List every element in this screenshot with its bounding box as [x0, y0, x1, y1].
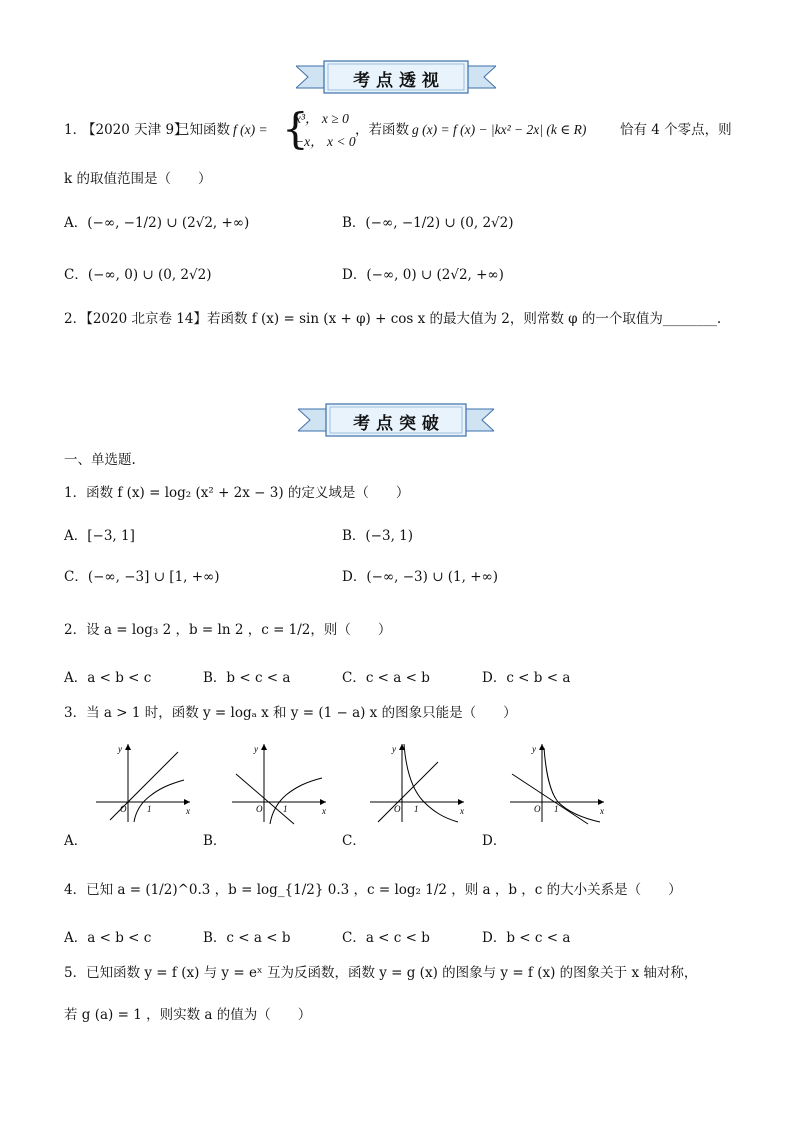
- piecewise-brace-icon: {: [282, 104, 309, 153]
- q1-option-d: D．(−∞, −3) ∪ (1, +∞): [342, 569, 499, 585]
- axis-x-label: x: [322, 806, 326, 816]
- q2-option-b: B．b < c < a: [203, 670, 291, 686]
- q2-option-c: C．c < a < b: [342, 670, 430, 686]
- option-c: C．(−∞, 0) ∪ (0, 2√2): [64, 267, 212, 283]
- question-5-line1: 5．已知函数 y = f (x) 与 y = eˣ 互为反函数，函数 y = g (x) 的图象与 y = f (x) 的图象关于 x 轴对称，: [64, 965, 698, 981]
- q4-option-b: B．c < a < b: [203, 930, 291, 946]
- banner-title: 考 点 透 视: [353, 71, 439, 91]
- question-top-1-text-c: 恰有 4 个零点，则: [620, 122, 732, 138]
- axis-y-label: y: [532, 744, 536, 754]
- question-top-1-line2: k 的取值范围是（ ）: [64, 171, 212, 187]
- q1-option-a: A．[−3, 1]: [64, 528, 135, 544]
- graph-d: [508, 740, 608, 825]
- question-5-line2: 若 g (a) = 1 ，则实数 a 的值为（ ）: [64, 1007, 312, 1023]
- question-4: 4．已知 a = (1/2)^0.3 ，b = log_{1/2} 0.3 ，c = log₂ 1/2 ，则 a ，b ，c 的大小关系是（ ）: [64, 882, 682, 898]
- graph-a: [94, 740, 194, 825]
- piecewise-case-2: −x， x < 0: [295, 134, 356, 149]
- option-d: D．(−∞, 0) ∪ (2√2, +∞): [342, 267, 504, 283]
- question-top-1-g: g (x) = f (x) − |kx² − 2x| (k ∈ R): [412, 122, 587, 137]
- one-label: 1: [414, 804, 419, 814]
- graph-b-label: B．: [203, 833, 227, 849]
- axis-x-label: x: [460, 806, 464, 816]
- origin-label: O: [256, 804, 263, 814]
- option-b: B．(−∞, −1/2) ∪ (0, 2√2): [342, 215, 514, 231]
- one-label: 1: [147, 804, 152, 814]
- axis-x-label: x: [600, 806, 604, 816]
- graph-d-label: D．: [482, 833, 507, 849]
- graph-b: [230, 740, 330, 825]
- q1-option-b: B．(−3, 1): [342, 528, 414, 544]
- banner-title: 考 点 突 破: [353, 414, 439, 434]
- q1-option-c: C．(−∞, −3] ∪ [1, +∞): [64, 569, 220, 585]
- axis-y-label: y: [118, 744, 122, 754]
- section-banner-top: [296, 58, 496, 96]
- question-top-1-f: f (x) =: [233, 122, 268, 137]
- one-label: 1: [283, 804, 288, 814]
- q4-option-a: A．a < b < c: [64, 930, 152, 946]
- section-heading: 一、单选题.: [64, 452, 136, 468]
- question-3: 3．当 a > 1 时，函数 y = logₐ x 和 y = (1 − a) x 的图象只能是（ ）: [64, 705, 517, 721]
- axis-x-label: x: [186, 806, 190, 816]
- q4-option-c: C．a < c < b: [342, 930, 430, 946]
- question-top-1-source: 【2020 天津 9】: [82, 122, 188, 138]
- q2-option-d: D．c < b < a: [482, 670, 571, 686]
- q4-option-d: D．b < c < a: [482, 930, 571, 946]
- piecewise-case-1: x³， x ≥ 0: [295, 111, 349, 126]
- question-top-2: 2．【2020 北京卷 14】若函数 f (x) = sin (x + φ) + cos x 的最大值为 2，则常数 φ 的一个取值为________.: [64, 311, 722, 327]
- q2-option-a: A．a < b < c: [64, 670, 152, 686]
- axis-y-label: y: [392, 744, 396, 754]
- question-top-1-num: 1．: [64, 122, 87, 138]
- question-top-1-text-a: 已知函数: [176, 122, 230, 138]
- origin-label: O: [394, 804, 401, 814]
- graph-c-label: C．: [342, 833, 366, 849]
- question-2: 2．设 a = log₃ 2 ，b = ln 2 ，c = 1/2，则（ ）: [64, 622, 392, 638]
- graph-a-label: A．: [64, 833, 88, 849]
- question-1: 1．函数 f (x) = log₂ (x² + 2x − 3) 的定义域是（ ）: [64, 485, 410, 501]
- graph-c: [368, 740, 468, 825]
- question-top-1-text-b: ，若函数: [355, 122, 409, 138]
- one-label: 1: [554, 804, 559, 814]
- section-banner-second: [298, 402, 494, 438]
- origin-label: O: [120, 804, 127, 814]
- axis-y-label: y: [254, 744, 258, 754]
- option-a: A．(−∞, −1/2) ∪ (2√2, +∞): [64, 215, 250, 231]
- origin-label: O: [534, 804, 541, 814]
